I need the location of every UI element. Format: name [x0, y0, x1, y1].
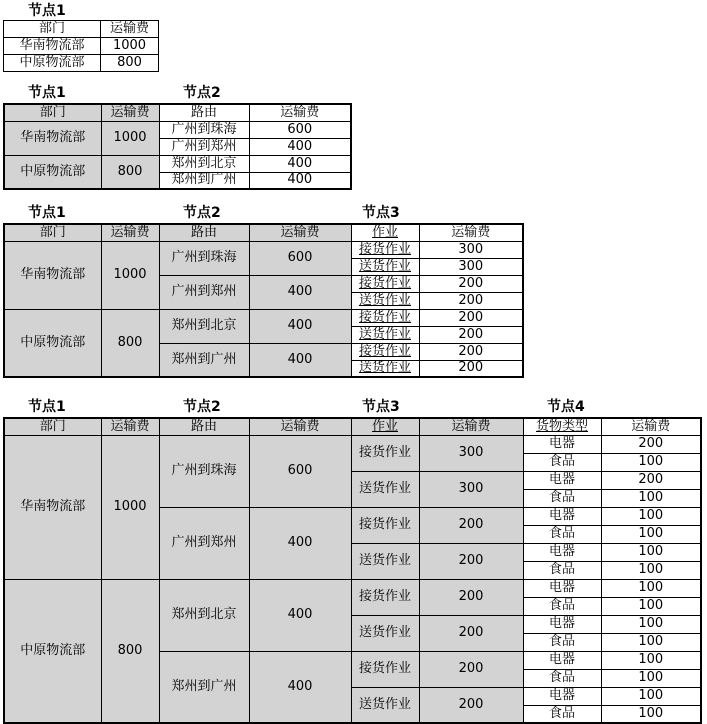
cell-value: 100 — [638, 634, 664, 650]
header-dept-fee-label: 运输费 — [110, 104, 150, 120]
cell-value: 200 — [458, 696, 484, 712]
cell-job-name — [351, 543, 419, 579]
cell-value: 100 — [638, 580, 664, 596]
cell-value: 电器 — [548, 616, 575, 632]
header-job-fee — [419, 418, 523, 435]
cell-value: 接货作业 — [358, 275, 411, 291]
cell-job-name — [351, 651, 419, 687]
cell-route-name — [159, 435, 249, 507]
cell-cargo-name — [523, 615, 601, 633]
cell-job-name — [351, 343, 419, 360]
cell-value: 200 — [458, 625, 484, 641]
header-route — [159, 418, 249, 435]
cell-value: 送货作业 — [358, 553, 411, 569]
cell-job-fee — [419, 471, 523, 507]
cell-value: 600 — [287, 121, 313, 137]
cell-cargo-name — [523, 543, 601, 561]
header-row — [4, 21, 159, 38]
cell-value: 华南物流部 — [20, 267, 86, 283]
cell-value: 电器 — [548, 652, 575, 668]
cell-value: 郑州到广州 — [171, 351, 237, 367]
table-row — [4, 155, 351, 172]
cell-route-name — [159, 138, 249, 155]
cell-job-fee — [419, 543, 523, 579]
cell-value: 100 — [638, 652, 664, 668]
cell-route-fee — [249, 172, 351, 189]
header-route-fee — [249, 418, 351, 435]
cell-value: 300 — [458, 481, 484, 497]
cell-dept-fee — [101, 435, 159, 579]
cell-value: 300 — [458, 258, 484, 274]
cell-job-fee — [419, 507, 523, 543]
header-route-label: 路由 — [190, 418, 217, 434]
cell-value: 送货作业 — [358, 292, 411, 308]
cell-value: 送货作业 — [358, 696, 411, 712]
header-route-label: 路由 — [190, 104, 217, 120]
cell-job-fee — [419, 258, 523, 275]
cell-cargo-name — [523, 435, 601, 453]
cell-value: 接货作业 — [358, 445, 411, 461]
header-dept — [4, 418, 101, 435]
cell-value: 广州到郑州 — [171, 284, 237, 300]
cell-cargo-fee — [601, 651, 701, 669]
cell-value: 200 — [638, 472, 664, 488]
cell-value: 200 — [458, 517, 484, 533]
cell-dept-name — [4, 309, 101, 377]
header-dept-label: 部门 — [39, 104, 66, 120]
cell-job-name — [351, 360, 419, 377]
cell-value: 400 — [287, 155, 313, 171]
cell-value: 食品 — [548, 670, 575, 686]
cell-cargo-name — [523, 669, 601, 687]
cell-value: 华南物流部 — [20, 499, 86, 515]
cell-value: 300 — [458, 241, 484, 257]
cell-route-name — [159, 309, 249, 343]
cell-cargo-name — [523, 633, 601, 651]
header-dept-fee-label: 运输费 — [110, 224, 150, 240]
cell-value: 广州到郑州 — [171, 138, 237, 154]
cell-value: 中原物流部 — [20, 642, 86, 658]
header-dept — [4, 224, 101, 241]
header-dept — [4, 104, 101, 121]
cell-route-name — [159, 651, 249, 723]
cell-dept-name — [4, 121, 101, 155]
cell-job-name — [351, 687, 419, 723]
cell-route-name — [159, 507, 249, 579]
cell-cargo-name — [523, 453, 601, 471]
cell-value: 400 — [287, 678, 313, 694]
cell-value: 400 — [287, 138, 313, 154]
cell-cargo-name — [523, 579, 601, 597]
cell-value: 广州到珠海 — [171, 463, 237, 479]
table-node1-node3-title-node2: 节点2 — [183, 205, 221, 221]
cell-cargo-fee — [601, 561, 701, 579]
cell-value: 电器 — [548, 436, 575, 452]
header-dept-label: 部门 — [39, 224, 66, 240]
cell-value: 食品 — [548, 526, 575, 542]
cell-value: 华南物流部 — [19, 38, 85, 54]
cell-value: 400 — [287, 535, 313, 551]
table-row — [4, 55, 159, 72]
cell-dept-fee — [101, 55, 159, 72]
cell-job-fee — [419, 309, 523, 326]
cell-value: 电器 — [548, 508, 575, 524]
cell-cargo-fee — [601, 669, 701, 687]
table-node1-node3-title-node1: 节点1 — [28, 205, 66, 221]
header-cargo-fee-label: 运输费 — [631, 418, 671, 434]
cell-value: 200 — [458, 309, 484, 325]
cell-route-fee — [249, 121, 351, 138]
cell-job-name — [351, 309, 419, 326]
cell-cargo-name — [523, 507, 601, 525]
header-job-label: 作业 — [371, 418, 398, 434]
cell-route-fee — [249, 138, 351, 155]
cell-value: 接货作业 — [358, 517, 411, 533]
table-node1-node2 — [3, 103, 352, 190]
cell-value: 100 — [638, 705, 664, 721]
cell-value: 郑州到北京 — [171, 318, 237, 334]
cell-cargo-name — [523, 687, 601, 705]
cell-job-fee — [419, 579, 523, 615]
table-row — [4, 38, 159, 55]
cell-value: 1000 — [113, 499, 147, 515]
header-cargo — [523, 418, 601, 435]
cell-cargo-fee — [601, 525, 701, 543]
table-node1-node2-title-node2: 节点2 — [183, 85, 221, 101]
header-job-fee-label: 运输费 — [451, 418, 491, 434]
cell-dept-name — [4, 435, 101, 579]
table-node1 — [3, 20, 159, 72]
cell-job-fee — [419, 615, 523, 651]
cell-value: 200 — [458, 589, 484, 605]
cell-dept-fee — [101, 241, 159, 309]
cell-cargo-fee — [601, 687, 701, 705]
cell-value: 100 — [638, 454, 664, 470]
header-route — [159, 224, 249, 241]
cell-value: 100 — [638, 508, 664, 524]
table-node1-node4-title-node4: 节点4 — [547, 399, 585, 415]
cell-value: 200 — [458, 343, 484, 359]
cell-value: 食品 — [548, 634, 575, 650]
header-row — [4, 224, 523, 241]
table-node1-node4 — [3, 417, 702, 724]
cell-cargo-name — [523, 705, 601, 723]
header-dept-label: 部门 — [38, 21, 65, 37]
cell-dept-fee — [101, 121, 159, 155]
cell-dept-fee — [101, 579, 159, 723]
cell-value: 郑州到北京 — [171, 155, 237, 171]
cell-job-fee — [419, 343, 523, 360]
cell-value: 1000 — [113, 130, 147, 146]
cell-value: 郑州到广州 — [171, 172, 237, 188]
header-route-fee-label: 运输费 — [280, 418, 320, 434]
header-job-label: 作业 — [371, 224, 398, 240]
table-row — [4, 309, 523, 326]
cell-job-fee — [419, 275, 523, 292]
cell-job-fee — [419, 292, 523, 309]
cell-value: 100 — [638, 688, 664, 704]
cell-cargo-name — [523, 561, 601, 579]
cell-value: 100 — [638, 544, 664, 560]
cell-cargo-fee — [601, 543, 701, 561]
cell-dept-fee — [101, 309, 159, 377]
cell-value: 800 — [117, 163, 143, 179]
cell-job-fee — [419, 360, 523, 377]
cell-value: 送货作业 — [358, 481, 411, 497]
table-node1-node4-title-node1: 节点1 — [28, 399, 66, 415]
cell-route-fee — [249, 579, 351, 651]
cell-value: 送货作业 — [358, 360, 411, 376]
cell-route-name — [159, 579, 249, 651]
cell-value: 电器 — [548, 688, 575, 704]
cell-job-name — [351, 615, 419, 651]
cell-job-name — [351, 292, 419, 309]
cell-route-name — [159, 172, 249, 189]
cell-job-name — [351, 241, 419, 258]
cell-job-name — [351, 326, 419, 343]
cell-cargo-fee — [601, 435, 701, 453]
cell-value: 600 — [287, 463, 313, 479]
cell-value: 广州到珠海 — [171, 121, 237, 137]
cell-value: 400 — [287, 318, 313, 334]
table-row — [4, 579, 701, 597]
header-dept-fee — [101, 418, 159, 435]
cell-value: 中原物流部 — [20, 163, 86, 179]
header-job — [351, 224, 419, 241]
cell-value: 食品 — [548, 454, 575, 470]
cell-value: 100 — [638, 526, 664, 542]
table-row — [4, 241, 523, 258]
cell-value: 800 — [117, 642, 143, 658]
header-route-fee — [249, 104, 351, 121]
cell-value: 电器 — [548, 544, 575, 560]
cell-value: 800 — [117, 55, 142, 71]
cell-value: 广州到珠海 — [171, 250, 237, 266]
cell-job-fee — [419, 435, 523, 471]
cell-dept-name — [4, 55, 101, 72]
cell-value: 100 — [638, 562, 664, 578]
cell-cargo-name — [523, 525, 601, 543]
header-dept-fee — [101, 104, 159, 121]
cell-cargo-name — [523, 471, 601, 489]
cell-job-name — [351, 435, 419, 471]
cell-value: 200 — [458, 275, 484, 291]
cell-job-fee — [419, 651, 523, 687]
cell-cargo-fee — [601, 597, 701, 615]
cell-route-fee — [249, 309, 351, 343]
cell-value: 200 — [458, 360, 484, 376]
header-dept — [4, 21, 101, 38]
cell-route-fee — [249, 651, 351, 723]
cell-value: 1000 — [112, 38, 147, 54]
cell-value: 接货作业 — [358, 661, 411, 677]
cell-route-name — [159, 241, 249, 275]
cell-value: 送货作业 — [358, 625, 411, 641]
header-route-label: 路由 — [190, 224, 217, 240]
cell-value: 200 — [638, 436, 664, 452]
cell-cargo-fee — [601, 633, 701, 651]
cell-value: 400 — [287, 607, 313, 623]
cell-dept-name — [4, 155, 101, 189]
cell-value: 100 — [638, 598, 664, 614]
cell-route-fee — [249, 343, 351, 377]
cell-route-fee — [249, 275, 351, 309]
cell-route-fee — [249, 155, 351, 172]
cell-job-fee — [419, 326, 523, 343]
header-cargo-fee — [601, 418, 701, 435]
cell-job-name — [351, 275, 419, 292]
cell-value: 送货作业 — [358, 326, 411, 342]
cell-value: 食品 — [548, 598, 575, 614]
cell-value: 接货作业 — [358, 309, 411, 325]
cell-route-name — [159, 155, 249, 172]
header-route — [159, 104, 249, 121]
cell-route-name — [159, 275, 249, 309]
cell-job-name — [351, 507, 419, 543]
cell-value: 400 — [287, 351, 313, 367]
cell-value: 郑州到广州 — [171, 678, 237, 694]
header-dept-fee-label: 运输费 — [109, 21, 149, 37]
cell-job-fee — [419, 687, 523, 723]
cell-value: 广州到郑州 — [171, 535, 237, 551]
table-node1-node2-title-node1: 节点1 — [28, 85, 66, 101]
header-job-fee-label: 运输费 — [451, 224, 491, 240]
cell-value: 800 — [117, 334, 143, 350]
cell-value: 200 — [458, 326, 484, 342]
cell-value: 接货作业 — [358, 589, 411, 605]
cell-value: 中原物流部 — [19, 55, 85, 71]
table-node1-node3-title-node3: 节点3 — [362, 205, 400, 221]
table-node1-title-node1: 节点1 — [28, 3, 66, 19]
cell-cargo-name — [523, 651, 601, 669]
header-dept-fee — [101, 224, 159, 241]
cell-value: 送货作业 — [358, 258, 411, 274]
cell-route-fee — [249, 507, 351, 579]
table-node1-node4-title-node2: 节点2 — [183, 399, 221, 415]
header-route-fee-label: 运输费 — [280, 104, 320, 120]
cell-value: 100 — [638, 670, 664, 686]
cell-value: 200 — [458, 292, 484, 308]
cell-cargo-fee — [601, 615, 701, 633]
cell-dept-name — [4, 38, 101, 55]
cell-cargo-fee — [601, 489, 701, 507]
table-node1-node3 — [3, 223, 524, 378]
cell-job-name — [351, 579, 419, 615]
header-route-fee — [249, 224, 351, 241]
cell-cargo-fee — [601, 507, 701, 525]
cell-cargo-fee — [601, 471, 701, 489]
cell-dept-name — [4, 579, 101, 723]
cell-value: 300 — [458, 445, 484, 461]
header-job — [351, 418, 419, 435]
cell-cargo-name — [523, 597, 601, 615]
cell-cargo-name — [523, 489, 601, 507]
cell-value: 1000 — [113, 267, 147, 283]
cell-value: 100 — [638, 616, 664, 632]
table-node1-node4-title-node3: 节点3 — [362, 399, 400, 415]
header-cargo-label: 货物类型 — [535, 418, 588, 434]
cell-value: 食品 — [548, 562, 575, 578]
table-row — [4, 435, 701, 453]
header-route-fee-label: 运输费 — [280, 224, 320, 240]
cell-job-name — [351, 258, 419, 275]
cell-value: 400 — [287, 172, 313, 188]
cell-route-fee — [249, 435, 351, 507]
cell-value: 电器 — [548, 580, 575, 596]
cell-job-fee — [419, 241, 523, 258]
cell-dept-name — [4, 241, 101, 309]
cell-value: 200 — [458, 553, 484, 569]
cell-job-name — [351, 471, 419, 507]
cell-value: 中原物流部 — [20, 334, 86, 350]
cell-dept-fee — [101, 38, 159, 55]
header-row — [4, 104, 351, 121]
cell-value: 食品 — [548, 490, 575, 506]
header-dept-fee-label: 运输费 — [110, 418, 150, 434]
cell-route-fee — [249, 241, 351, 275]
cell-value: 200 — [458, 661, 484, 677]
cell-value: 100 — [638, 490, 664, 506]
cell-value: 600 — [287, 250, 313, 266]
cell-value: 接货作业 — [358, 241, 411, 257]
cell-cargo-fee — [601, 579, 701, 597]
cell-cargo-fee — [601, 453, 701, 471]
cell-value: 华南物流部 — [20, 130, 86, 146]
cell-route-name — [159, 343, 249, 377]
header-dept-label: 部门 — [39, 418, 66, 434]
cell-route-name — [159, 121, 249, 138]
cell-value: 电器 — [548, 472, 575, 488]
table-row — [4, 121, 351, 138]
header-dept-fee — [101, 21, 159, 38]
cell-value: 接货作业 — [358, 343, 411, 359]
cell-dept-fee — [101, 155, 159, 189]
cell-value: 食品 — [548, 705, 575, 721]
cell-cargo-fee — [601, 705, 701, 723]
cell-value: 郑州到北京 — [171, 607, 237, 623]
cell-value: 400 — [287, 284, 313, 300]
header-job-fee — [419, 224, 523, 241]
header-row — [4, 418, 701, 435]
